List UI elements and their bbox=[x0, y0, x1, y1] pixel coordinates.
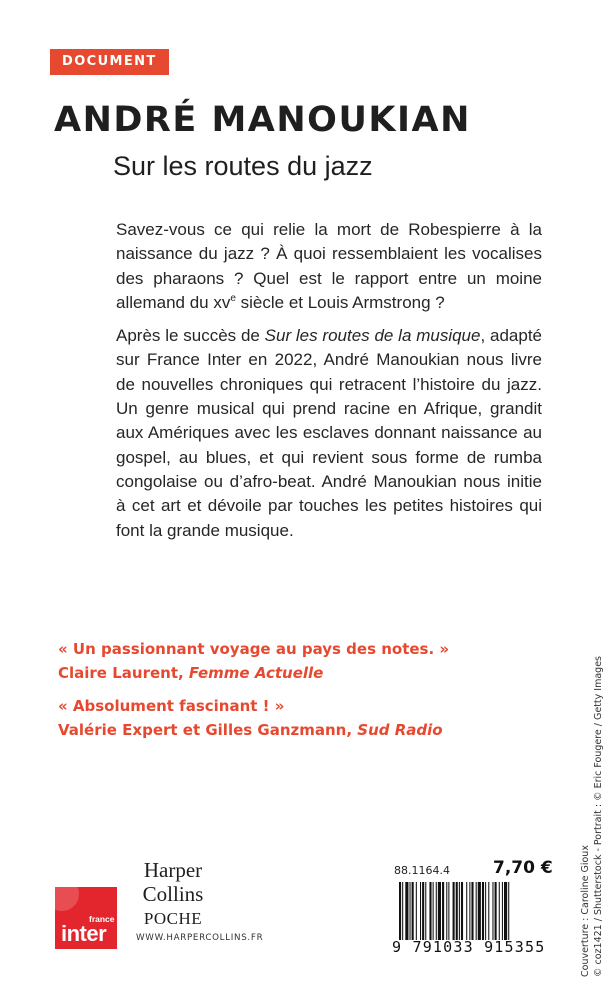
barcode-bar bbox=[508, 882, 509, 940]
barcode-bar bbox=[442, 882, 444, 940]
book-title: Sur les routes du jazz bbox=[113, 151, 373, 181]
quote-text: « Un passionnant voyage au pays des notes. » bbox=[58, 640, 450, 658]
product-code: 88.1164.4 bbox=[394, 864, 450, 877]
barcode-bar bbox=[446, 882, 447, 940]
category-badge: DOCUMENT bbox=[50, 49, 169, 75]
barcode-bar bbox=[492, 882, 493, 940]
barcode-bar bbox=[453, 882, 455, 940]
blurb-paragraph-1: Savez-vous ce qui relie la mort de Robespierre à la naissance du jazz ? À quoi ressemblaient les vocalises des pharaons ? Quel est le rapport entre un moine allemand du $xv^e$ siècle et Louis Armstrong ? bbox=[116, 220, 542, 312]
barcode-bar bbox=[469, 882, 470, 940]
isbn-number: 9 791033 915355 bbox=[392, 938, 546, 956]
barcode-bar bbox=[459, 882, 460, 940]
barcode-bar bbox=[482, 882, 484, 940]
france-inter-logo bbox=[55, 887, 117, 949]
publisher-website: WWW.HARPERCOLLINS.FR bbox=[136, 933, 264, 943]
press-quote bbox=[58, 695, 538, 742]
quote-source: Valérie Expert et Gilles Ganzmann, Sud Radio bbox=[58, 720, 443, 739]
barcode-bar bbox=[436, 882, 437, 940]
quote-source: Claire Laurent, Femme Actuelle bbox=[58, 663, 324, 682]
barcode-bar bbox=[399, 882, 401, 940]
press-quotes bbox=[58, 638, 538, 742]
cover-credits: Couverture : Caroline Gioux © coz1421 / Shutterstock - Portrait : © Eric Fougere / Getty Images bbox=[580, 655, 604, 977]
barcode-bar bbox=[495, 882, 497, 940]
logo-big-text: inter bbox=[61, 921, 107, 946]
logo-circle-shape bbox=[45, 877, 79, 911]
barcode-bar bbox=[471, 882, 473, 940]
barcode-bar bbox=[420, 882, 421, 940]
barcode-bar bbox=[502, 882, 503, 940]
barcode-bar bbox=[456, 882, 458, 940]
barcode-bar bbox=[448, 882, 449, 940]
barcode-bar bbox=[478, 882, 481, 940]
author-name: ANDRÉ MANOUKIAN bbox=[54, 100, 471, 140]
barcode-bar bbox=[466, 882, 467, 940]
barcode-bar bbox=[425, 882, 426, 940]
barcode-bar bbox=[438, 882, 441, 940]
harpercollins-logo: Harper Collins POCHE bbox=[142, 858, 204, 928]
barcode-bar bbox=[412, 882, 414, 940]
barcode-bar bbox=[433, 882, 434, 940]
logo-small-text: france bbox=[89, 914, 115, 924]
barcode-bar bbox=[499, 882, 500, 940]
barcode-bar bbox=[429, 882, 431, 940]
barcode-bar bbox=[402, 882, 403, 940]
barcode-bar bbox=[504, 882, 507, 940]
barcode-bar bbox=[476, 882, 477, 940]
barcode-bar bbox=[461, 882, 463, 940]
barcode-bar bbox=[410, 882, 411, 940]
barcode-bar bbox=[485, 882, 486, 940]
price: 7,70 € bbox=[493, 858, 553, 878]
barcode bbox=[399, 882, 549, 940]
barcode-bar bbox=[405, 882, 408, 940]
blurb bbox=[116, 218, 542, 543]
barcode-bar bbox=[422, 882, 424, 940]
barcode-bar bbox=[488, 882, 489, 940]
blurb-paragraph-2: Après le succès de Sur les routes de la musique, adapté sur France Inter en 2022, André Manoukian nous livre de nouvelles chroniques qui retracent l’histoire du jazz. Un genre musical qui prend racine en Afrique, grandit aux Amériques avec les esclaves donnant naissance au gospel, au blues, et qui revient sous forme de rumba congolaise ou d’afro-beat. André Manoukian nous initie à cet art et dévoile par touches les petites histoires qui font la grande musique. bbox=[116, 326, 543, 540]
quote-text: « Absolument fascinant ! » bbox=[58, 697, 285, 715]
press-quote bbox=[58, 638, 538, 685]
barcode-bar bbox=[416, 882, 417, 940]
